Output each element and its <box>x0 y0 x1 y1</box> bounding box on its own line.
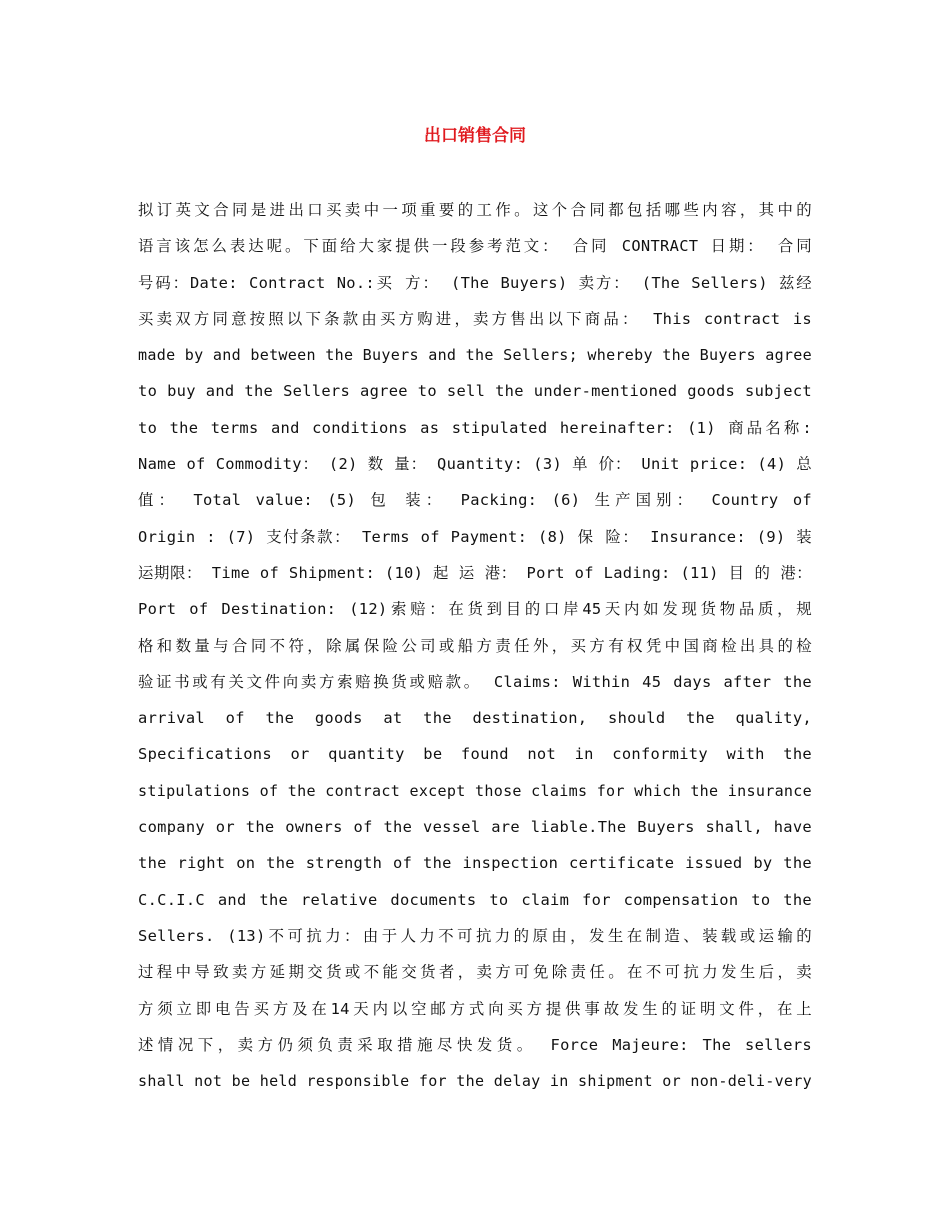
body-line: stipulations of the contract except those claims for which the insurance <box>138 781 812 800</box>
body-line: 买卖双方同意按照以下条款由买方购进，卖方售出以下商品： This contract is <box>138 309 812 328</box>
body-line: to the terms and conditions as stipulated hereinafter: (1) 商品名称: <box>138 418 812 437</box>
body-line: 拟订英文合同是进出口买卖中一项重要的工作。这个合同都包括哪些内容，其中的 <box>138 201 812 219</box>
body-line: the right on the strength of the inspection certificate issued by the <box>138 854 812 873</box>
body-line: 格和数量与合同不符，除属保险公司或船方责任外，买方有权凭中国商检出具的检 <box>138 636 812 655</box>
body-line: Specifications or quantity be found not in conformity with the <box>138 745 812 764</box>
body-line: Name of Commodity： (2) 数 量： Quantity: (3) 单 价： Unit price: (4) 总 <box>138 455 812 474</box>
body-line: shall not be held responsible for the delay in shipment or non-deli-very <box>138 1072 812 1091</box>
body-line: 过程中导致卖方延期交货或不能交货者，卖方可免除责任。在不可抗力发生后，卖 <box>138 963 812 982</box>
body-line: arrival of the goods at the destination, should the quality, <box>138 709 812 728</box>
document-title: 出口销售合同 <box>424 126 526 146</box>
body-line: company or the owners of the vessel are liable.The Buyers shall, have <box>138 818 812 837</box>
body-line: C.C.I.C and the relative documents to claim for compensation to the <box>138 890 812 909</box>
body-line: 运期限： Time of Shipment: (10) 起 运 港： Port of Lading: (11) 目 的 港： <box>138 563 812 582</box>
body-line: 语言该怎么表达呢。下面给大家提供一段参考范文： 合同 CONTRACT 日期： 合同 <box>138 237 812 256</box>
body-line: 方须立即电告买方及在14天内以空邮方式向买方提供事故发生的证明文件，在上 <box>138 999 812 1018</box>
body-line: Sellers. (13)不可抗力：由于人力不可抗力的原由，发生在制造、装载或运输的 <box>138 926 812 945</box>
body-line: made by and between the Buyers and the Sellers; whereby the Buyers agree <box>138 346 812 365</box>
body-line: 值： Total value: (5) 包 装： Packing: (6) 生产国别： Country of <box>138 491 812 510</box>
body-line: 述情况下，卖方仍须负责采取措施尽快发货。 Force Majeure: The sellers <box>138 1035 812 1054</box>
body-line: Port of Destination: (12)索赔：在货到目的口岸45天内如发现货物品质，规 <box>138 600 812 619</box>
body-line: to buy and the Sellers agree to sell the under-mentioned goods subject <box>138 382 812 401</box>
body-line: 验证书或有关文件向卖方索赔换货或赔款。 Claims: Within 45 days after the <box>138 672 812 691</box>
body-line: Origin : (7) 支付条款： Terms of Payment: (8) 保 险： Insurance: (9) 装 <box>138 527 812 546</box>
contract-body <box>138 192 812 1099</box>
body-line: 号码：Date: Contract No.:买 方： (The Buyers) 卖方： (The Sellers) 兹经 <box>138 273 812 292</box>
